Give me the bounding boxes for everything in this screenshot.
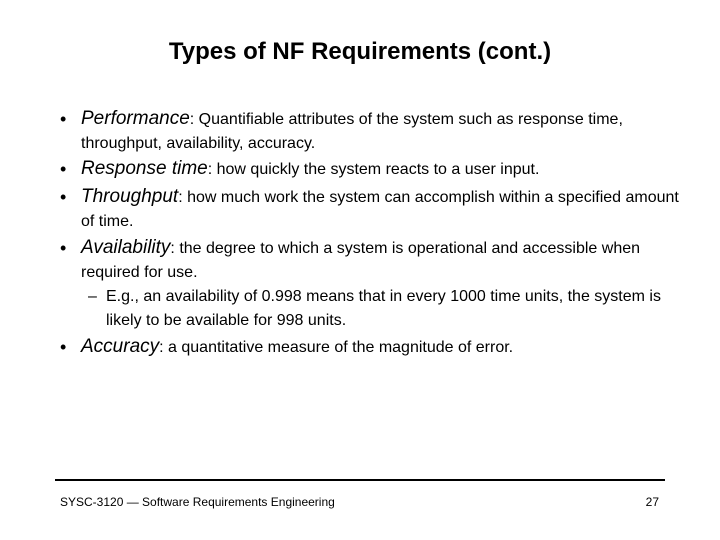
sub-bullet-text: E.g., an availability of 0.998 means that in every 1000 time units, the system is likely to be available for 998 units. (106, 288, 661, 329)
bullet-text (81, 157, 681, 182)
sub-bullet-marker: – (88, 288, 97, 305)
footer-divider (55, 479, 665, 481)
bullet-description: : the degree to which a system is operational and accessible when required for use. (81, 240, 641, 281)
bullet-marker: • (60, 109, 67, 129)
bullet-term: Accuracy (81, 336, 160, 357)
bullet-description: : Quantifiable attributes of the system such as response time, throughput, availability, accuracy. (81, 111, 623, 152)
bullet-description: : a quantitative measure of the magnitude of error. (159, 339, 514, 356)
bullet-description: : how quickly the system reacts to a user input. (207, 161, 540, 178)
bullet-term: Response time (81, 158, 208, 179)
bullet-text (81, 335, 681, 360)
bullet-text (81, 185, 681, 234)
bullet-description: : how much work the system can accomplish within a specified amount of time. (81, 189, 679, 230)
bullet-marker: • (60, 187, 67, 207)
slide-title: Types of NF Requirements (cont.) (168, 38, 552, 65)
footer-course-title: SYSC-3120 — Software Requirements Engineering (60, 495, 335, 509)
bullet-term: Throughput (81, 186, 179, 207)
bullet-term: Performance (81, 108, 190, 129)
bullet-marker: • (60, 337, 67, 357)
bullet-text (81, 236, 681, 285)
bullet-term: Availability (81, 237, 171, 258)
page-number: 27 (645, 495, 659, 509)
bullet-marker: • (60, 159, 67, 179)
bullet-text (81, 107, 681, 156)
bullet-marker: • (60, 238, 67, 258)
